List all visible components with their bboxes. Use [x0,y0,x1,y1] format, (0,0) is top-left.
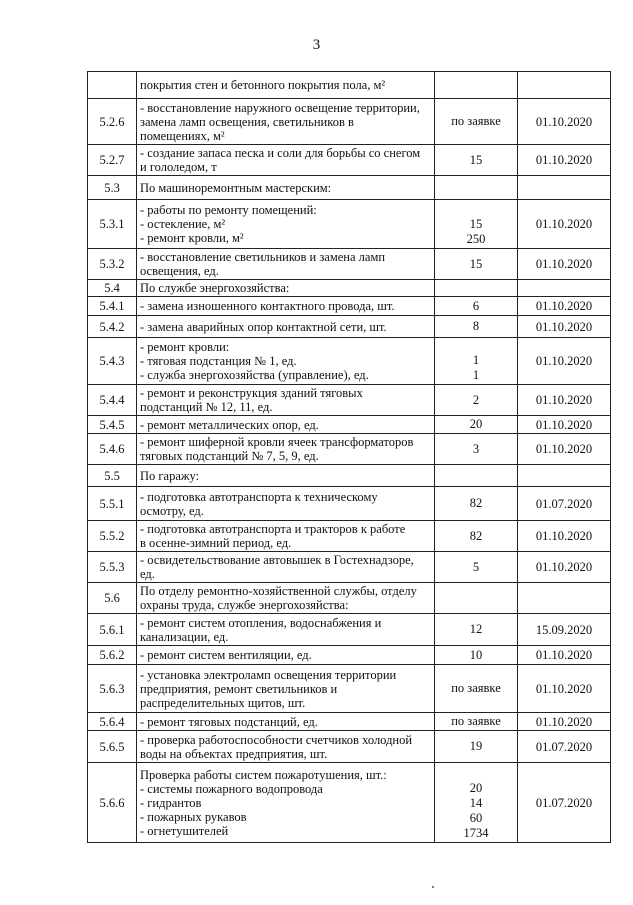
item-number: 5.3 [88,176,137,200]
work-description [137,521,435,552]
description-line: - ремонт кровли, м² [140,231,244,245]
description-line: - проверка работоспособности счетчиков холодной [140,732,413,747]
item-number: 5.6.1 [88,614,137,646]
quantity [435,280,518,297]
due-date: 01.10.2020 [518,338,611,385]
description-line: - работы по ремонту помещений: [140,203,317,217]
work-description [137,646,435,665]
quantity [435,338,518,385]
item-number: 5.6.3 [88,665,137,713]
description-line: - ремонт тяговых подстанций, ед. [140,714,318,729]
table-row [88,487,611,521]
table-row [88,521,611,552]
quantity-value: 10 [469,647,483,662]
work-description [137,487,435,521]
quantity-value: 82 [469,528,483,543]
item-number: 5.2.6 [88,99,137,145]
work-description [137,338,435,385]
work-description [137,552,435,583]
description-line: - создание запаса песка и соли для борьбы со снегом [140,146,421,160]
description-line: - ремонт кровли: [140,340,230,354]
description-line: предприятия, ремонт светильников и [140,681,338,696]
due-date [518,280,611,297]
description-line: - восстановление светильников и замена ламп [140,250,386,264]
work-description [137,72,435,99]
quantity-value: 5 [472,559,480,574]
item-number: 5.6.4 [88,713,137,731]
table-row [88,763,611,843]
due-date: 15.09.2020 [518,614,611,646]
work-description [137,731,435,763]
item-number: 5.4.2 [88,316,137,338]
due-date: 01.10.2020 [518,416,611,434]
description-line: - системы пожарного водопровода [140,781,323,796]
table-row [88,72,611,99]
description-line: осмотру, ед. [140,503,204,518]
due-date [518,583,611,614]
item-number: 5.3.2 [88,249,137,280]
item-number: 5.5.3 [88,552,137,583]
quantity-value: 19 [469,739,483,753]
quantity-value: 1734 [463,826,489,840]
scan-speck [432,886,434,888]
item-number: 5.6.6 [88,763,137,843]
quantity [435,646,518,665]
quantity [435,713,518,731]
description-line: - ремонт металлических опор, ед. [140,417,319,432]
table-row [88,280,611,297]
work-description [137,176,435,200]
quantity [435,465,518,487]
work-description [137,614,435,646]
work-description [137,297,435,316]
description-line: - остекление, м² [140,217,226,231]
item-number: 5.5.1 [88,487,137,521]
table-row [88,731,611,763]
quantity [435,552,518,583]
item-number: 5.4.6 [88,434,137,465]
due-date: 01.10.2020 [518,385,611,416]
table-row [88,434,611,465]
description-line: помещениях, м² [140,128,225,143]
due-date [518,176,611,200]
description-line: - ремонт систем отопления, водоснабжения и [140,615,382,630]
quantity [435,99,518,145]
table-row [88,249,611,280]
table-row [88,297,611,316]
item-number: 5.4 [88,280,137,297]
quantity-value: 14 [469,796,483,810]
item-number: 5.4.4 [88,385,137,416]
quantity-value: 6 [472,298,480,313]
quantity-value: 82 [469,496,483,510]
work-description [137,583,435,614]
due-date: 01.10.2020 [518,297,611,316]
work-description [137,434,435,465]
quantity-value: 1 [472,353,480,367]
quantity-value: 1 [472,368,480,382]
table-row [88,338,611,385]
quantity [435,249,518,280]
quantity-value: по заявке [451,114,501,128]
description-line: - ремонт шиферной кровли ячеек трансформаторов [140,435,414,449]
quantity [435,316,518,338]
description-line: По отделу ремонтно-хозяйственной службы, отделу [140,584,417,598]
description-line: - восстановление наружного освещение территории, [140,100,420,115]
description-line: - тяговая подстанция № 1, ед. [140,354,297,368]
work-description [137,713,435,731]
quantity [435,487,518,521]
item-number: 5.4.1 [88,297,137,316]
quantity-value: 15 [469,256,483,271]
table-row [88,385,611,416]
description-line: - гидрантов [140,795,202,810]
description-line: воды на объектах предприятия, шт. [140,746,328,761]
due-date: 01.10.2020 [518,249,611,280]
table-row [88,552,611,583]
description-line: - освидетельствование автовышек в Гостехнадзоре, [140,553,414,567]
description-line: - подготовка автотранспорта к техническому [140,489,378,504]
work-plan-table [87,71,611,843]
table-row [88,99,611,145]
quantity-value: 60 [469,811,483,825]
quantity [435,583,518,614]
description-line: - установка электроламп освещения территории [140,667,397,682]
work-description [137,280,435,297]
quantity-value: по заявке [451,681,501,695]
item-number: 5.4.5 [88,416,137,434]
item-number [88,72,137,99]
description-line: ед. [140,567,155,581]
work-description [137,249,435,280]
quantity-value: 12 [469,622,483,636]
quantity [435,731,518,763]
due-date: 01.10.2020 [518,552,611,583]
quantity [435,385,518,416]
table-row [88,614,611,646]
item-number: 5.5.2 [88,521,137,552]
quantity [435,72,518,99]
quantity [435,416,518,434]
quantity [435,297,518,316]
description-line: освещения, ед. [140,264,219,278]
quantity [435,665,518,713]
due-date [518,72,611,99]
due-date: 01.10.2020 [518,99,611,145]
table-row [88,713,611,731]
table-row [88,416,611,434]
description-line: подстанций № 12, 11, ед. [140,400,273,414]
quantity [435,521,518,552]
work-description [137,465,435,487]
quantity [435,145,518,176]
table-row [88,200,611,249]
description-line: По гаражу: [140,468,200,483]
due-date: 01.10.2020 [518,521,611,552]
item-number: 5.6 [88,583,137,614]
quantity-value: 3 [472,441,480,456]
due-date: 01.10.2020 [518,200,611,249]
description-line: покрытия стен и бетонного покрытия пола, м² [140,78,386,92]
description-line: - ремонт и реконструкция зданий тяговых [140,386,363,400]
due-date: 01.10.2020 [518,316,611,338]
work-description [137,200,435,249]
work-description [137,665,435,713]
table-body [88,72,611,843]
table-row [88,583,611,614]
description-line: - ремонт систем вентиляции, ед. [140,648,312,662]
quantity [435,434,518,465]
due-date: 01.07.2020 [518,731,611,763]
description-line: тяговых подстанций № 7, 5, 9, ед. [140,449,319,463]
quantity-value: 8 [472,319,480,333]
quantity-value: 20 [469,781,483,795]
description-line: По машиноремонтным мастерским: [140,180,332,195]
quantity [435,614,518,646]
description-line: и гололедом, т [140,160,217,174]
description-line: замена ламп освещения, светильников в [140,114,354,129]
description-line: - подготовка автотранспорта и тракторов к работе [140,522,406,536]
due-date: 01.10.2020 [518,145,611,176]
quantity-value: 15 [469,217,483,231]
quantity-value: 15 [469,152,483,167]
due-date: 01.10.2020 [518,434,611,465]
description-line: По службе энергохозяйства: [140,281,290,295]
work-description [137,416,435,434]
item-number: 5.5 [88,465,137,487]
item-number: 5.4.3 [88,338,137,385]
quantity-value: 2 [472,392,480,407]
quantity-value: по заявке [451,714,501,728]
item-number: 5.2.7 [88,145,137,176]
work-description [137,145,435,176]
due-date: 01.10.2020 [518,665,611,713]
item-number: 5.6.2 [88,646,137,665]
due-date [518,465,611,487]
due-date: 01.10.2020 [518,713,611,731]
description-line: охраны труда, службе энергохозяйства: [140,598,349,612]
table-row [88,646,611,665]
due-date: 01.07.2020 [518,487,611,521]
table-row [88,145,611,176]
description-line: - замена аварийных опор контактной сети, шт. [140,319,387,334]
quantity [435,763,518,843]
item-number: 5.6.5 [88,731,137,763]
quantity-value: 250 [466,232,486,246]
due-date: 01.07.2020 [518,763,611,843]
description-line: канализации, ед. [140,629,229,644]
description-line: в осенне-зимний период, ед. [140,536,292,550]
work-description [137,385,435,416]
work-description [137,763,435,843]
table-row [88,316,611,338]
quantity [435,200,518,249]
description-line: - пожарных рукавов [140,809,247,824]
item-number: 5.3.1 [88,200,137,249]
description-line: Проверка работы систем пожаротушения, шт.: [140,767,387,782]
work-description [137,99,435,145]
table-row [88,465,611,487]
description-line: - служба энергохозяйства (управление), ед. [140,368,369,382]
quantity [435,176,518,200]
table-row [88,665,611,713]
description-line: - огнетушителей [140,823,229,838]
page-number: 3 [312,37,321,53]
work-description [137,316,435,338]
description-line: - замена изношенного контактного провода, шт. [140,299,395,313]
due-date: 01.10.2020 [518,646,611,665]
quantity-value: 20 [469,417,483,431]
description-line: распределительных щитов, шт. [140,695,306,710]
table-row [88,176,611,200]
